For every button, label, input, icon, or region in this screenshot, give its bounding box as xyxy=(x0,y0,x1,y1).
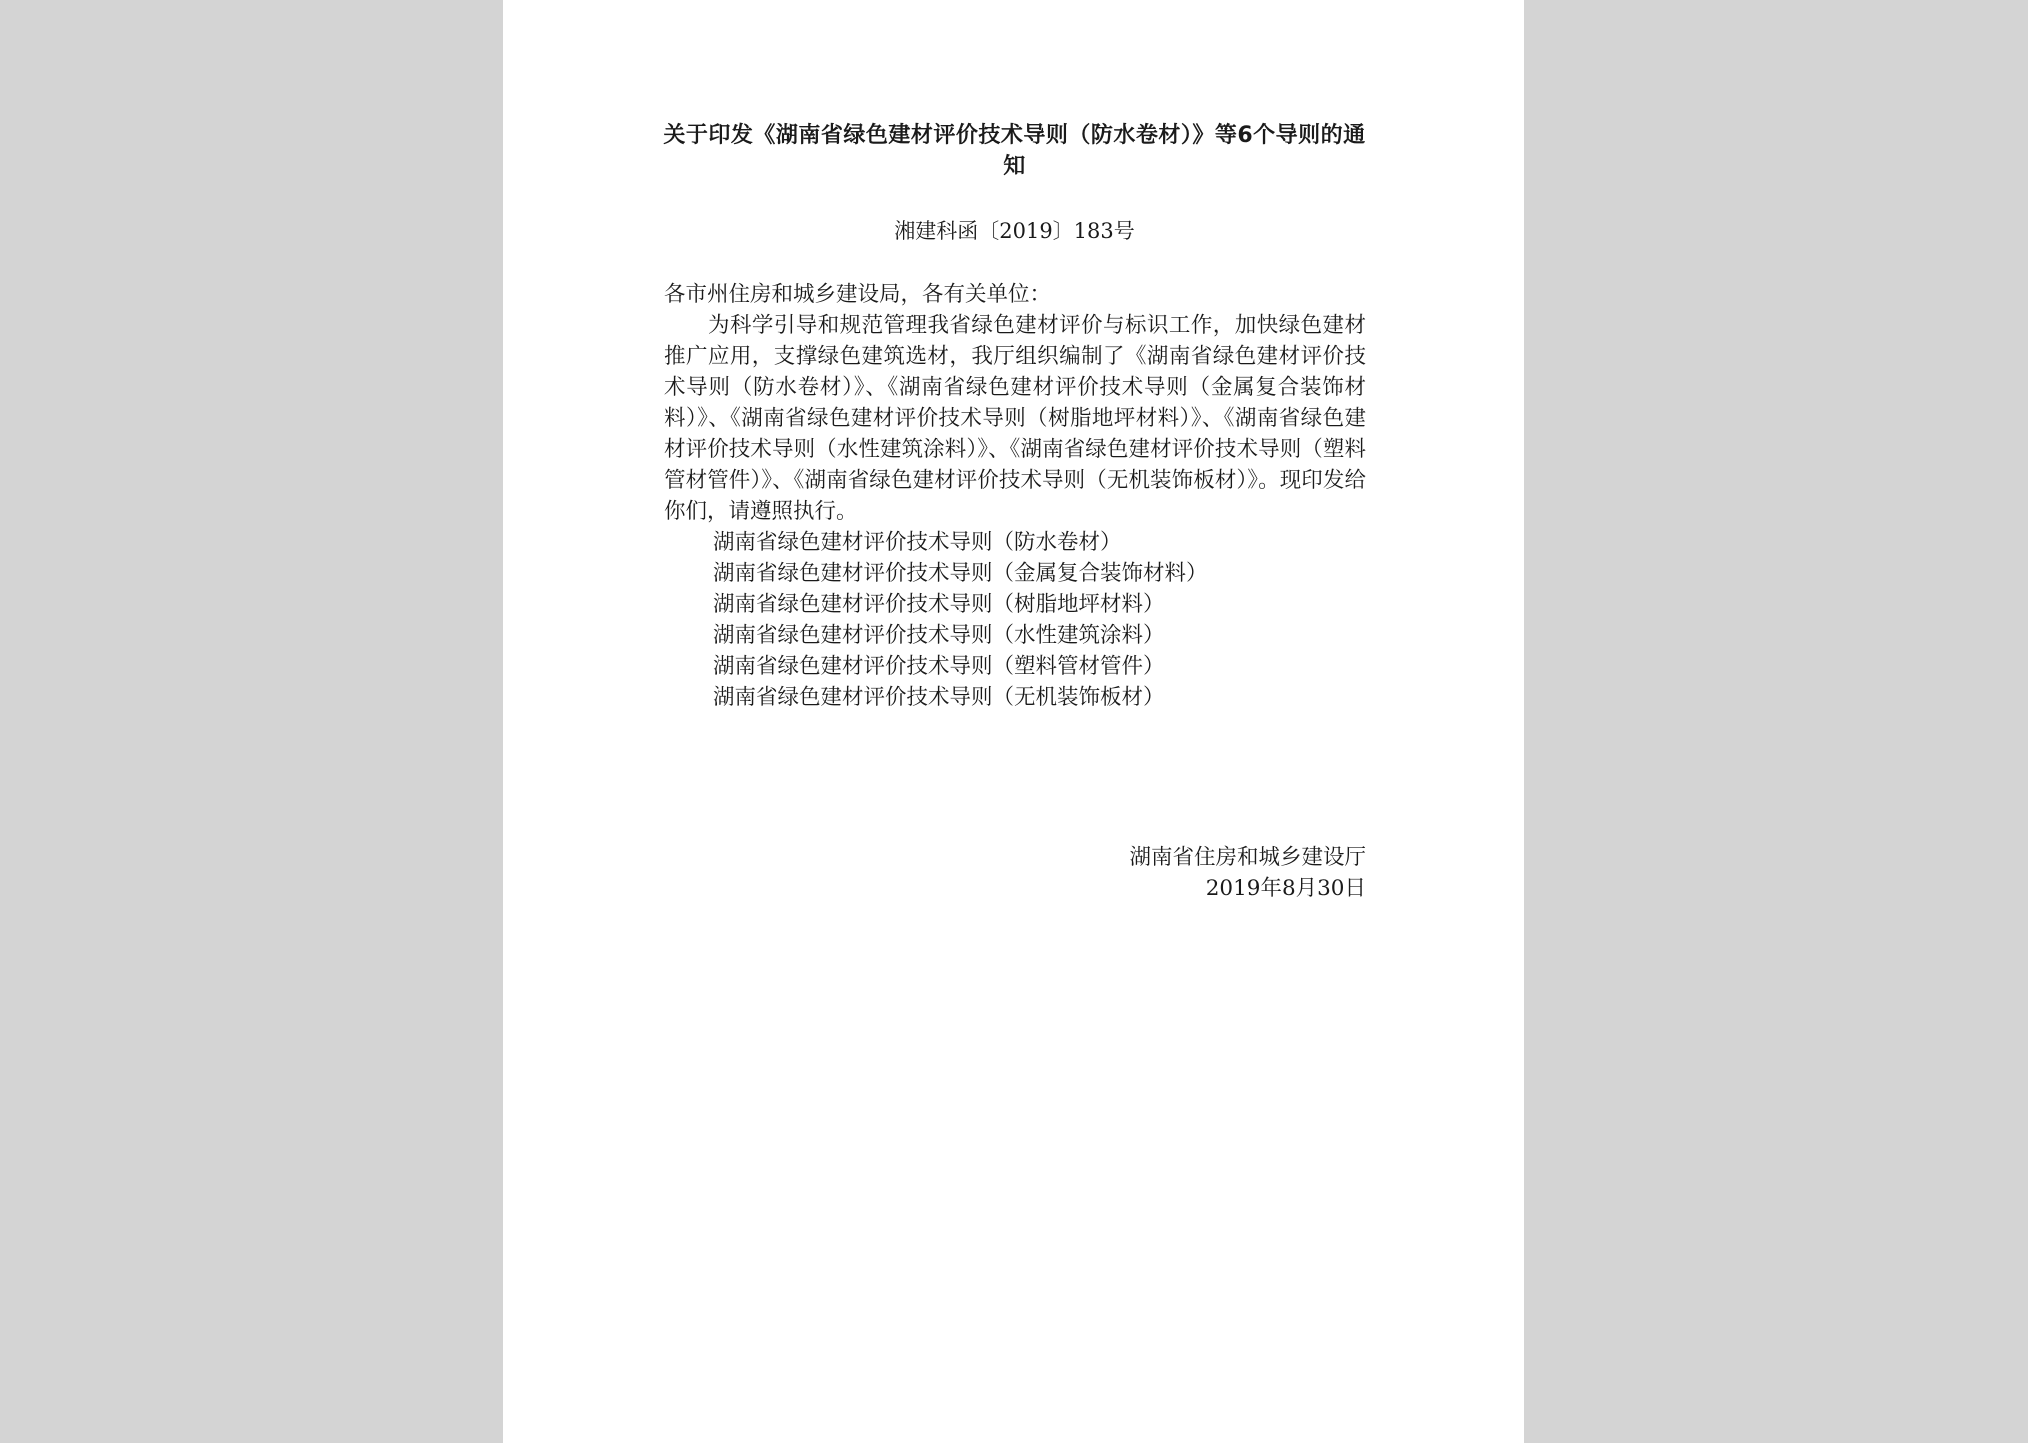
attachment-item: 湖南省绿色建材评价技术导则（塑料管材管件） xyxy=(713,654,1165,679)
document-body xyxy=(664,279,1366,713)
attachment-item: 湖南省绿色建材评价技术导则（防水卷材） xyxy=(713,530,1122,555)
attachment-item: 湖南省绿色建材评价技术导则（金属复合装饰材料） xyxy=(713,561,1208,586)
issuer-name: 湖南省住房和城乡建设厅 xyxy=(1129,845,1366,870)
document-number: 湘建科函〔2019〕183号 xyxy=(894,219,1135,243)
main-paragraph: 为科学引导和规范管理我省绿色建材评价与标识工作，加快绿色建材推广应用，支撑绿色建筑选材，我厅组织编制了《湖南省绿色建材评价技术导则（防水卷材）》、《湖南省绿色建材评价技术导则（金属复合装饰材料）》、《湖南省绿色建材评价技术导则（树脂地坪材料）》、《湖南省绿色建材评价技术导则（水性建筑涂料）》、《湖南省绿色建材评价技术导则（塑料管材管件）》、《湖南省绿色建材评价技术导则（无机装饰板材）》。现印发给你们，请遵照执行。 xyxy=(664,313,1366,524)
attachment-item: 湖南省绿色建材评价技术导则（水性建筑涂料） xyxy=(713,623,1165,648)
attachment-item: 湖南省绿色建材评价技术导则（无机装饰板材） xyxy=(713,685,1165,710)
salutation: 各市州住房和城乡建设局，各有关单位： xyxy=(664,282,1052,307)
issue-date: 2019年8月30日 xyxy=(1205,876,1366,901)
signature-block xyxy=(1063,842,1366,904)
document-page xyxy=(503,0,1524,1443)
document-title: 关于印发《湖南省绿色建材评价技术导则（防水卷材）》等6个导则的通知 xyxy=(663,123,1366,179)
attachment-list xyxy=(664,527,1366,713)
attachment-item: 湖南省绿色建材评价技术导则（树脂地坪材料） xyxy=(713,592,1165,617)
